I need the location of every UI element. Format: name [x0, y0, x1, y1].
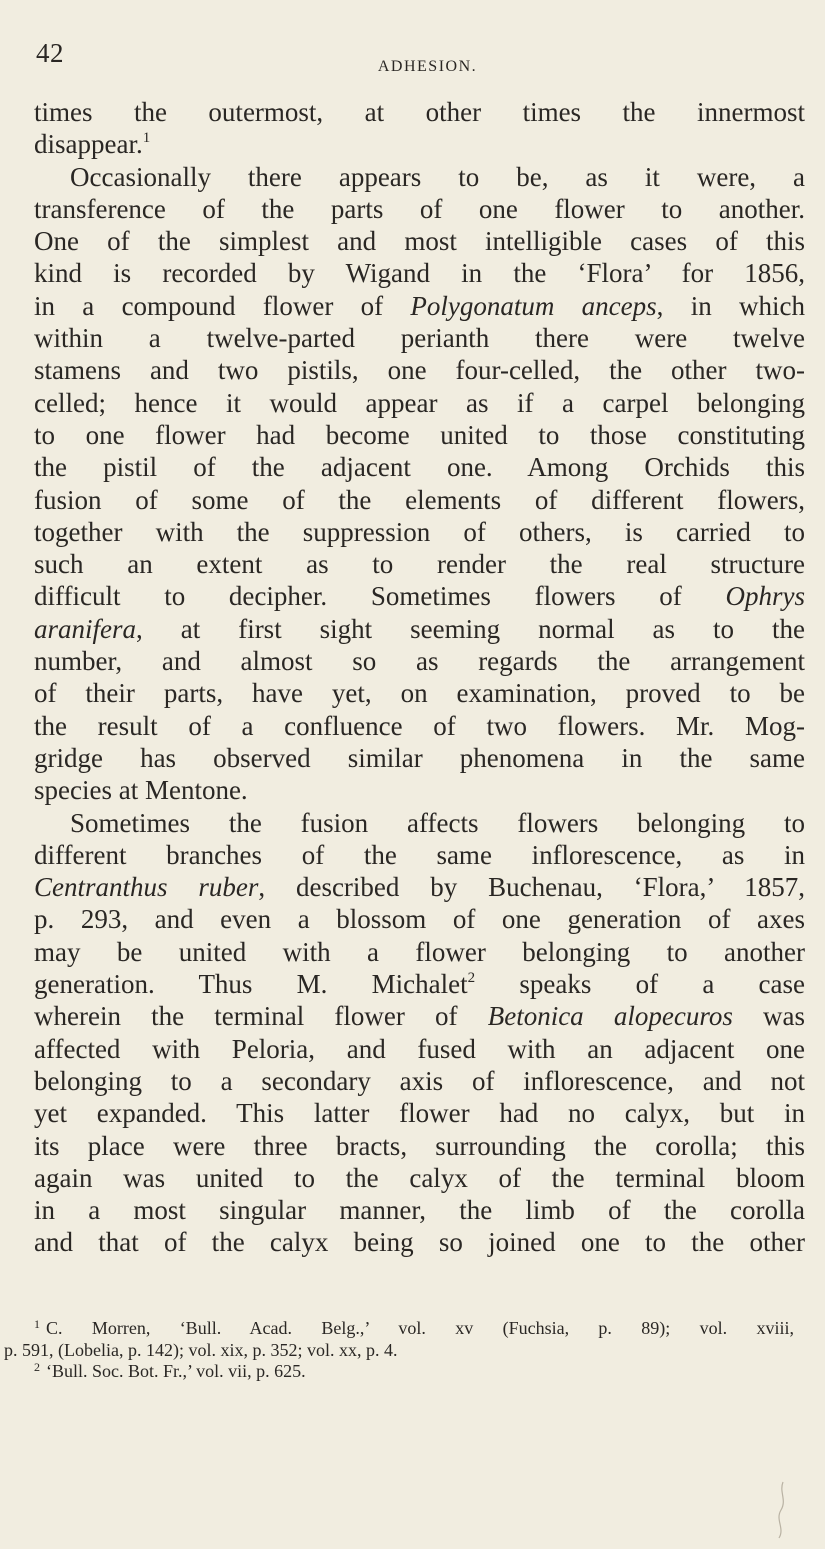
text-line: again was united to the calyx of the terminal bloom [34, 1162, 805, 1193]
text-line: One of the simplest and most intelligible cases of this [34, 226, 805, 257]
paper-crease-mark [765, 1480, 795, 1540]
text-line: in a compound flower of Polygonatum anceps, in which [34, 290, 805, 321]
text-line: different branches of the same inflorescence, as in [34, 839, 805, 870]
text-line: species at Mentone. [34, 775, 248, 806]
footnote-1: $^1$ C. Morren, ‘Bull. Acad. Belg.,’ vol. xv (Fuchsia, p. 89); vol. xviii, [34, 1317, 794, 1338]
text-line: number, and almost so as regards the arrangement [34, 646, 805, 677]
species-name: Betonica alopecuros [487, 1001, 733, 1032]
text-line: stamens and two pistils, one four-celled, the other two- [34, 355, 805, 386]
text-line: such an extent as to render the real structure [34, 549, 805, 580]
body-text [34, 96, 805, 1259]
text-line: yet expanded. This latter flower had no calyx, but in [34, 1098, 805, 1129]
footnote-ref: 1 [142, 130, 151, 147]
text-line: its place were three bracts, surrounding the corolla; this [34, 1130, 805, 1161]
text-line: gridge has observed similar phenomena in the same [34, 742, 805, 773]
text-line: of their parts, have yet, on examination, proved to be [34, 678, 805, 709]
footnote-1-continued: p. 591, (Lobelia, p. 142); vol. xix, p. 352; vol. xx, p. 4. [4, 1339, 398, 1360]
text-line: to one flower had become united to those constituting [34, 419, 805, 450]
page-number: 42 [36, 38, 64, 68]
species-name: Ophrys [725, 581, 805, 612]
text-line: in a most singular manner, the limb of the corolla [34, 1195, 805, 1226]
footnote-mark: 2 [34, 1360, 40, 1374]
text-line: times the outermost, at other times the innermost [34, 97, 805, 127]
text-line: fusion of some of the elements of different flowers, [34, 484, 805, 515]
text-line: disappear.$^1$ [34, 129, 151, 160]
text-line: may be united with a flower belonging to another [34, 936, 805, 967]
text-line: generation. Thus M. Michalet$^2$ speaks of a case [34, 969, 805, 1000]
footnote-2: $^2$ ‘Bull. Soc. Bot. Fr.,’ vol. vii, p. 625. [34, 1360, 306, 1381]
text-line: kind is recorded by Wigand in the ‘Flora’ for 1856, [34, 258, 805, 289]
text-line: belonging to a secondary axis of inflorescence, and not [34, 1065, 805, 1096]
text-line: affected with Peloria, and fused with an adjacent one [34, 1033, 805, 1064]
text-line: the result of a confluence of two flowers. Mr. Mog- [34, 710, 805, 741]
species-name: Centranthus ruber [34, 872, 259, 903]
text-line: celled; hence it would appear as if a carpel belonging [34, 387, 805, 418]
footnote-mark: 1 [34, 1317, 40, 1331]
species-name: aranifera [34, 613, 137, 644]
running-head: ADHESION. [377, 58, 478, 75]
text-line: and that of the calyx being so joined one to the other [34, 1227, 805, 1258]
footnotes [4, 1318, 794, 1383]
text-line: wherein the terminal flower of Betonica alopecuros was [34, 1001, 806, 1032]
text-line: together with the suppression of others, is carried to [34, 516, 805, 547]
text-line: within a twelve-parted perianth there were twelve [34, 323, 805, 354]
species-name: Polygonatum anceps [410, 290, 657, 321]
text-line: Centranthus ruber, described by Buchenau, ‘Flora,’ 1857, [34, 872, 805, 903]
text-line: p. 293, and even a blossom of one generation of axes [34, 904, 805, 935]
page-header [36, 38, 789, 78]
text-line: Occasionally there appears to be, as it were, a [70, 161, 805, 192]
footnote-ref: 2 [467, 970, 476, 987]
text-line: difficult to decipher. Sometimes flowers of Ophrys [34, 581, 805, 612]
text-line: Sometimes the fusion affects flowers belonging to [70, 807, 805, 838]
text-line: transference of the parts of one flower to another. [34, 193, 805, 224]
text-line: the pistil of the adjacent one. Among Orchids this [34, 452, 805, 483]
text-line: aranifera, at first sight seeming normal as to the [34, 613, 805, 644]
